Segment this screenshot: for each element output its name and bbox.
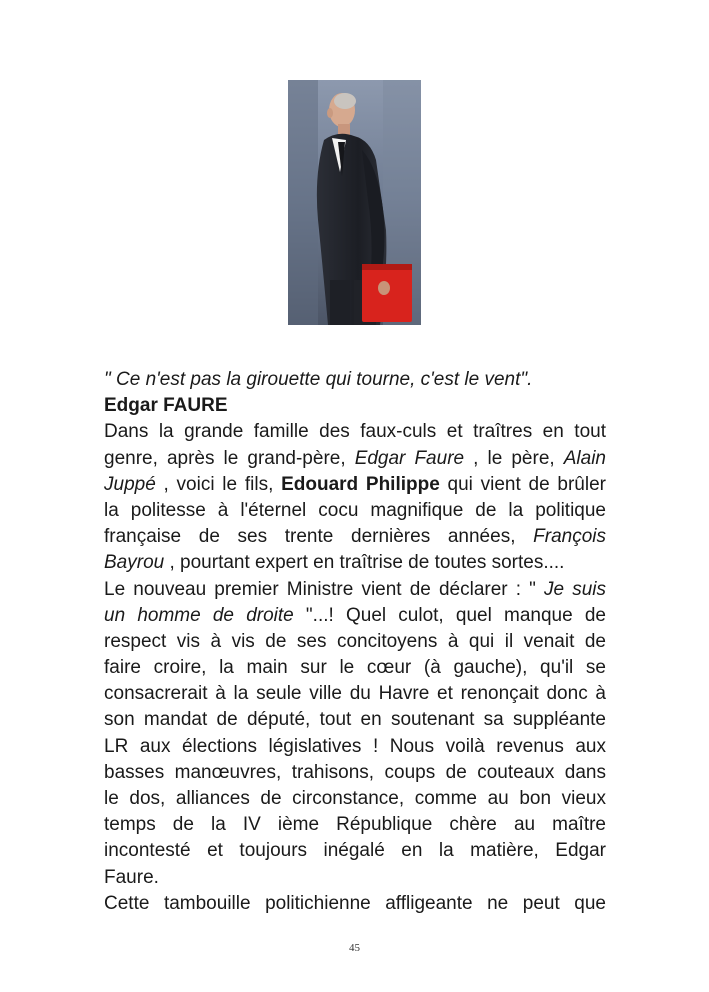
document-body (104, 367, 606, 917)
page-number: 45 (349, 942, 360, 954)
paragraph-line: son mandat de député, tout en soutenant sa suppléante (104, 709, 606, 731)
name-alain: Alain (563, 447, 606, 469)
name-edouard-philippe: Edouard Philippe (281, 473, 440, 495)
paragraph-line: un homme de droite "...! Quel culot, quel manque de (104, 604, 606, 626)
paragraph-line: Le nouveau premier Ministre vient de déclarer : " Je suis (104, 578, 606, 600)
paragraph-line: genre, après le grand-père, Edgar Faure , le père, Alain (104, 447, 606, 469)
name-edgar-faure: Edgar Faure (354, 447, 465, 469)
paragraph-line: LR aux élections législatives ! Nous voilà revenus aux (104, 735, 606, 757)
paragraph-line: le dos, alliances de circonstance, comme au bon vieux (104, 788, 606, 809)
quote-text: " Ce n'est pas la girouette qui tourne, c'est le vent". (104, 369, 533, 390)
name-bayrou: Bayrou (104, 552, 165, 574)
paragraph-line: respect vis à vis de ses concitoyens à qui il venait de (104, 630, 606, 652)
paragraph-line: Bayrou , pourtant expert en traîtrise de toutes sortes.... (104, 552, 565, 574)
paragraph-line: française de ses trente dernières années, François (104, 526, 606, 548)
quote-author: Edgar FAURE (104, 395, 228, 417)
name-juppe: Juppé (104, 473, 156, 495)
paragraph-line: Juppé , voici le fils, Edouard Philippe qui vient de brûler (104, 473, 606, 495)
paragraph-line: faire croire, la main sur le cœur (à gauche), qu'il se (104, 657, 606, 679)
quote-homme-de-droite: un homme de droite (104, 604, 294, 626)
paragraph-line: Dans la grande famille des faux-culs et traîtres en tout (104, 421, 606, 443)
quote-line (104, 367, 606, 393)
name-francois: François (533, 526, 606, 548)
paragraph-line: Faure. (104, 866, 159, 888)
paragraph-line: Cette tambouille politichienne affligeante ne peut que (104, 892, 606, 914)
portrait-photo (288, 80, 421, 325)
paragraph-line: la politesse à l'éternel cocu magnifique de la politique (104, 499, 606, 521)
paragraph-line: temps de la IV ième République chère au maître (104, 814, 606, 836)
paragraph-line: incontesté et toujours inégalé en la matière, Edgar (104, 840, 606, 862)
paragraph-line: basses manœuvres, trahisons, coups de couteaux dans (104, 761, 606, 783)
quote-je-suis: Je suis (544, 578, 606, 600)
paragraph-line: consacrerait à la seule ville du Havre et renonçait donc à (104, 683, 606, 705)
man-in-suit-photo-icon (288, 80, 421, 325)
quote-author-line (104, 393, 606, 419)
